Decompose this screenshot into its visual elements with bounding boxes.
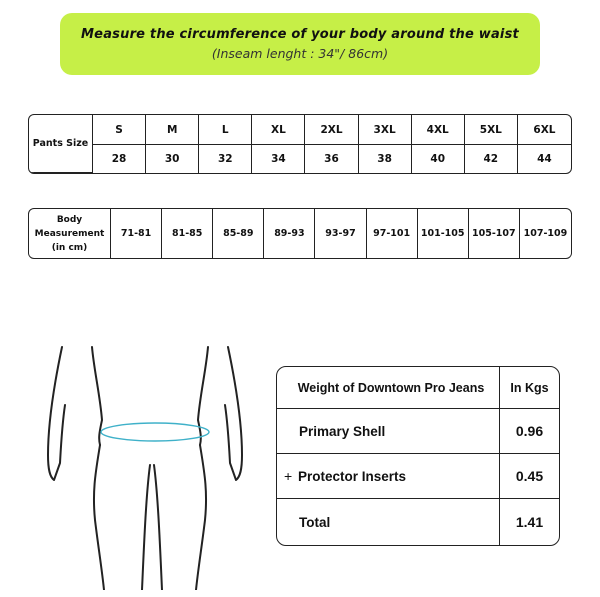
size-number-cell: 44 (537, 153, 552, 166)
measurement-cell: 85-89 (213, 209, 264, 258)
measurement-cell: 97-101 (367, 209, 418, 258)
waist-measure-line (101, 423, 209, 441)
banner-subtitle: (Inseam lenght : 34"/ 86cm) (211, 46, 389, 61)
inner-leg-outline (142, 465, 162, 590)
primary-shell-label: Primary Shell (277, 409, 499, 454)
instruction-banner (60, 13, 540, 75)
banner-title: Measure the circumference of your body around the waist (81, 27, 519, 42)
total-label: Total (299, 514, 331, 530)
weight-header-label: Weight of Downtown Pro Jeans (277, 367, 499, 409)
measurement-cell: 93-97 (315, 209, 366, 258)
size-number-cell: 32 (199, 145, 252, 173)
right-leg-outline (196, 445, 206, 590)
left-arm-outline (48, 347, 65, 480)
plus-icon: + (284, 468, 293, 484)
measurement-cell: 71-81 (111, 209, 162, 258)
measurement-cell: 101-105 (418, 209, 469, 258)
label-line: Body (56, 214, 83, 225)
protector-inserts-label: Protector Inserts (298, 469, 407, 484)
primary-shell-value: 0.96 (499, 409, 559, 454)
right-arm-outline (225, 347, 242, 480)
size-cell: 6XL (518, 115, 571, 145)
size-number-cell: 34 (252, 145, 305, 173)
pants-size-label: Pants Size (29, 115, 93, 173)
total-value: 1.41 (499, 499, 559, 545)
weight-header-unit: In Kgs (499, 367, 559, 409)
measurement-cell: 107-109 (523, 228, 568, 239)
size-number-cell: 38 (359, 145, 412, 173)
size-number-cell: 42 (465, 145, 518, 173)
size-cell: L (199, 115, 252, 145)
size-cell: S (93, 115, 146, 145)
left-leg-outline (94, 445, 104, 590)
protector-inserts-row-label (277, 454, 499, 499)
size-number-cell: 28 (93, 145, 146, 173)
body-measurement-table (28, 208, 572, 259)
protector-inserts-value: 0.45 (499, 454, 559, 499)
measurement-cell: 105-107 (469, 209, 520, 258)
size-cell: 3XL (359, 115, 412, 145)
size-cell: M (146, 115, 199, 145)
pants-size-table (28, 114, 572, 174)
jeans-weight-table (276, 366, 560, 546)
label-line: (in cm) (51, 242, 88, 253)
body-measurement-label (29, 209, 111, 258)
size-number-cell: 36 (305, 145, 358, 173)
label-line: Measurement (34, 228, 105, 239)
right-torso-outline (198, 347, 208, 445)
body-outline-figure (40, 345, 250, 590)
size-cell: XL (252, 115, 305, 145)
size-cell: 2XL (305, 115, 358, 145)
measurement-cell: 89-93 (264, 209, 315, 258)
size-cell: 4XL (412, 115, 465, 145)
size-number-cell: 40 (412, 145, 465, 173)
measurement-cell: 81-85 (162, 209, 213, 258)
size-number-cell: 30 (146, 145, 199, 173)
size-cell: 5XL (465, 115, 518, 145)
left-torso-outline (92, 347, 102, 445)
